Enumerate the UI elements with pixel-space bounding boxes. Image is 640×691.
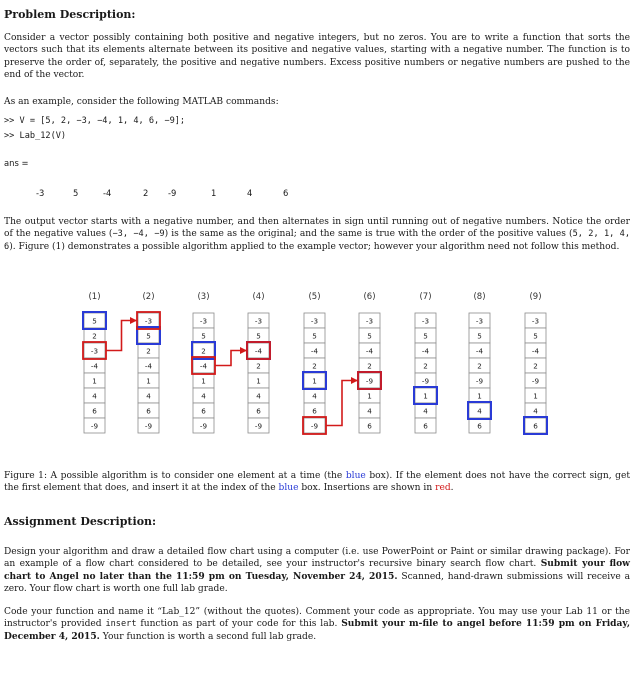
explanation-text-3: ). Figure (1) demonstrates a possible algorithm applied to the example vector; however your algorithm need not follow this method.: [9, 241, 620, 252]
cell-value: -3: [531, 316, 540, 326]
step-label: (7): [419, 292, 432, 302]
cell-value: 6: [477, 421, 482, 431]
cell-value: 6: [146, 406, 151, 416]
cell-value: 4: [533, 406, 538, 416]
cell-value: 1: [312, 376, 317, 386]
cell-value: -3: [475, 316, 484, 326]
cell-value: -4: [365, 346, 374, 356]
insertion-arrow: [326, 381, 357, 426]
cell-value: -3: [421, 316, 430, 326]
example-intro: As an example, consider the following MATLAB commands:: [4, 97, 279, 107]
assignment-text: function as part of your code for this lab.: [136, 619, 342, 630]
cell-value: 5: [201, 331, 206, 341]
assignment-text: Scanned, hand-drawn submissions will receive a zero. Your flow chart is worth one full lab grade.: [4, 571, 630, 595]
cell-value: 2: [423, 361, 428, 371]
cell-value: -9: [475, 376, 484, 386]
cell-value: -9: [531, 376, 540, 386]
cell-value: -9: [199, 421, 208, 431]
insertion-arrow: [106, 321, 136, 351]
cell-value: -4: [254, 346, 263, 356]
cell-value: 2: [256, 361, 261, 371]
cell-value: -4: [90, 361, 99, 371]
ans-value: -3: [36, 188, 45, 198]
cell-value: -3: [90, 346, 99, 356]
cell-value: -4: [199, 361, 208, 371]
ans-value: -9: [168, 188, 177, 198]
code-line-2: >> Lab_12(V): [4, 131, 67, 141]
explanation-paragraph: [4, 216, 630, 253]
cell-value: -4: [475, 346, 484, 356]
cell-value: 6: [533, 421, 538, 431]
cell-value: -3: [310, 316, 319, 326]
ans-value: 4: [247, 188, 253, 198]
figure-caption: [4, 470, 630, 495]
mfile-deadline: Submit your m-file to angel before 11:59 pm on Friday, December 4, 2015.: [4, 618, 630, 642]
problem-paragraph: Consider a vector possibly containing both positive and negative integers, but no zeros. You are to write a function that sorts the vectors such that its elements alternate between its positive and negative values, starting with a negative number. The function is to preserve the order of, separately, the positive and negative numbers. Excess positive numbers or negative numbers are pushed to the end of the vector.: [4, 33, 630, 81]
ans-value: 1: [211, 188, 217, 198]
cell-value: 5: [367, 331, 372, 341]
ans-value: 5: [73, 188, 79, 198]
cell-value: 1: [146, 376, 151, 386]
cell-value: 4: [146, 391, 151, 401]
step-label: (6): [363, 292, 376, 302]
caption-blue-word: blue: [278, 483, 299, 494]
cell-value: -9: [310, 421, 319, 431]
assignment-text: Your function is worth a second full lab grade.: [99, 631, 317, 642]
assignment-paragraph-1: [4, 546, 630, 596]
cell-value: 1: [533, 391, 538, 401]
cell-value: 4: [312, 391, 317, 401]
step-label: (8): [473, 292, 486, 302]
cell-value: -3: [365, 316, 374, 326]
cell-value: 1: [256, 376, 261, 386]
cell-value: 2: [367, 361, 372, 371]
cell-value: 6: [312, 406, 317, 416]
assignment-text: Design your algorithm and draw a detailed flow chart using a computer (i.e. use PowerPoint or Paint or similar drawing package). For an example of a flow chart considered to be detailed, see your instructor's recursive binary search flow chart.: [4, 547, 630, 570]
step-label: (2): [142, 292, 155, 302]
explanation-text-1: The output vector starts with a negative number, and then alternates in sign until running out of negative numbers. Notice the order of the negative values (: [4, 217, 630, 240]
ans-label: ans =: [4, 158, 29, 168]
cell-value: 4: [367, 406, 372, 416]
cell-value: -9: [144, 421, 153, 431]
cell-value: 5: [146, 331, 151, 341]
cell-value: 4: [423, 406, 428, 416]
cell-value: 5: [477, 331, 482, 341]
cell-value: -4: [310, 346, 319, 356]
cell-value: 2: [533, 361, 538, 371]
insertion-arrow: [215, 351, 246, 366]
cell-value: 2: [312, 361, 317, 371]
caption-text-2: box). If the element does not have the correct sign, get the first element that does, and insert it at the index of the: [4, 471, 630, 494]
cell-value: 2: [477, 361, 482, 371]
cell-value: 6: [201, 406, 206, 416]
cell-value: -4: [144, 361, 153, 371]
step-label: (3): [197, 292, 210, 302]
cell-value: -4: [531, 346, 540, 356]
insert-function-code: insert: [105, 619, 137, 630]
step-label: (4): [252, 292, 265, 302]
step-label: (1): [88, 292, 101, 302]
cell-value: 2: [146, 346, 151, 356]
cell-value: 6: [92, 406, 97, 416]
code-line-1: >> V = [5, 2, −3, −4, 1, 4, 6, −9];: [4, 116, 186, 126]
assignment-paragraph-2: [4, 606, 630, 643]
cell-value: 4: [256, 391, 261, 401]
cell-value: 2: [92, 331, 97, 341]
cell-value: -3: [144, 316, 153, 326]
ans-value: 2: [143, 188, 149, 198]
cell-value: -9: [421, 376, 430, 386]
assignment-text: Code your function and name it “Lab_12” (without the quotes). Comment your code as appropriate. You may use your Lab 11 or the instructor's provided: [4, 607, 630, 630]
ans-value: 6: [283, 188, 289, 198]
problem-heading: Problem Description:: [4, 8, 136, 21]
ans-values-row: [0, 188, 640, 202]
cell-value: 1: [201, 376, 206, 386]
cell-value: -4: [421, 346, 430, 356]
cell-value: -9: [365, 376, 374, 386]
cell-value: -3: [199, 316, 208, 326]
ans-value: -4: [103, 188, 112, 198]
cell-value: 4: [477, 406, 482, 416]
cell-value: 1: [92, 376, 97, 386]
cell-value: 1: [477, 391, 482, 401]
step-label: (5): [308, 292, 321, 302]
cell-value: 1: [423, 391, 428, 401]
cell-value: 6: [256, 406, 261, 416]
cell-value: 5: [533, 331, 538, 341]
caption-blue-word: blue: [345, 471, 366, 481]
cell-value: 5: [256, 331, 261, 341]
cell-value: 6: [423, 421, 428, 431]
caption-text-3: box. Insertions are shown in: [298, 483, 436, 494]
positive-values-code: 5, 2, 1, 4, 6: [4, 229, 631, 252]
assignment-heading: Assignment Description:: [4, 515, 157, 528]
algorithm-figure: [0, 280, 640, 460]
cell-value: 6: [367, 421, 372, 431]
negative-values-code: −3, −4, −9: [112, 229, 165, 240]
caption-red-word: red: [435, 483, 451, 494]
flowchart-deadline: Submit your flow chart to Angel no later than the 11:59 pm on Tuesday, November 24, 2015.: [4, 558, 631, 582]
cell-value: 5: [423, 331, 428, 341]
cell-value: -9: [90, 421, 99, 431]
step-label: (9): [529, 292, 542, 302]
caption-text-1: Figure 1: A possible algorithm is to consider one element at a time (the: [4, 471, 346, 481]
cell-value: -3: [254, 316, 263, 326]
caption-text-4: .: [450, 483, 454, 494]
cell-value: 4: [92, 391, 97, 401]
cell-value: 4: [201, 391, 206, 401]
cell-value: 2: [201, 346, 206, 356]
cell-value: -9: [254, 421, 263, 431]
explanation-text-2: ) is the same as the original; and the same is true with the order of the positive values (: [164, 229, 573, 240]
cell-value: 5: [92, 316, 97, 326]
cell-value: 1: [367, 391, 372, 401]
cell-value: 5: [312, 331, 317, 341]
